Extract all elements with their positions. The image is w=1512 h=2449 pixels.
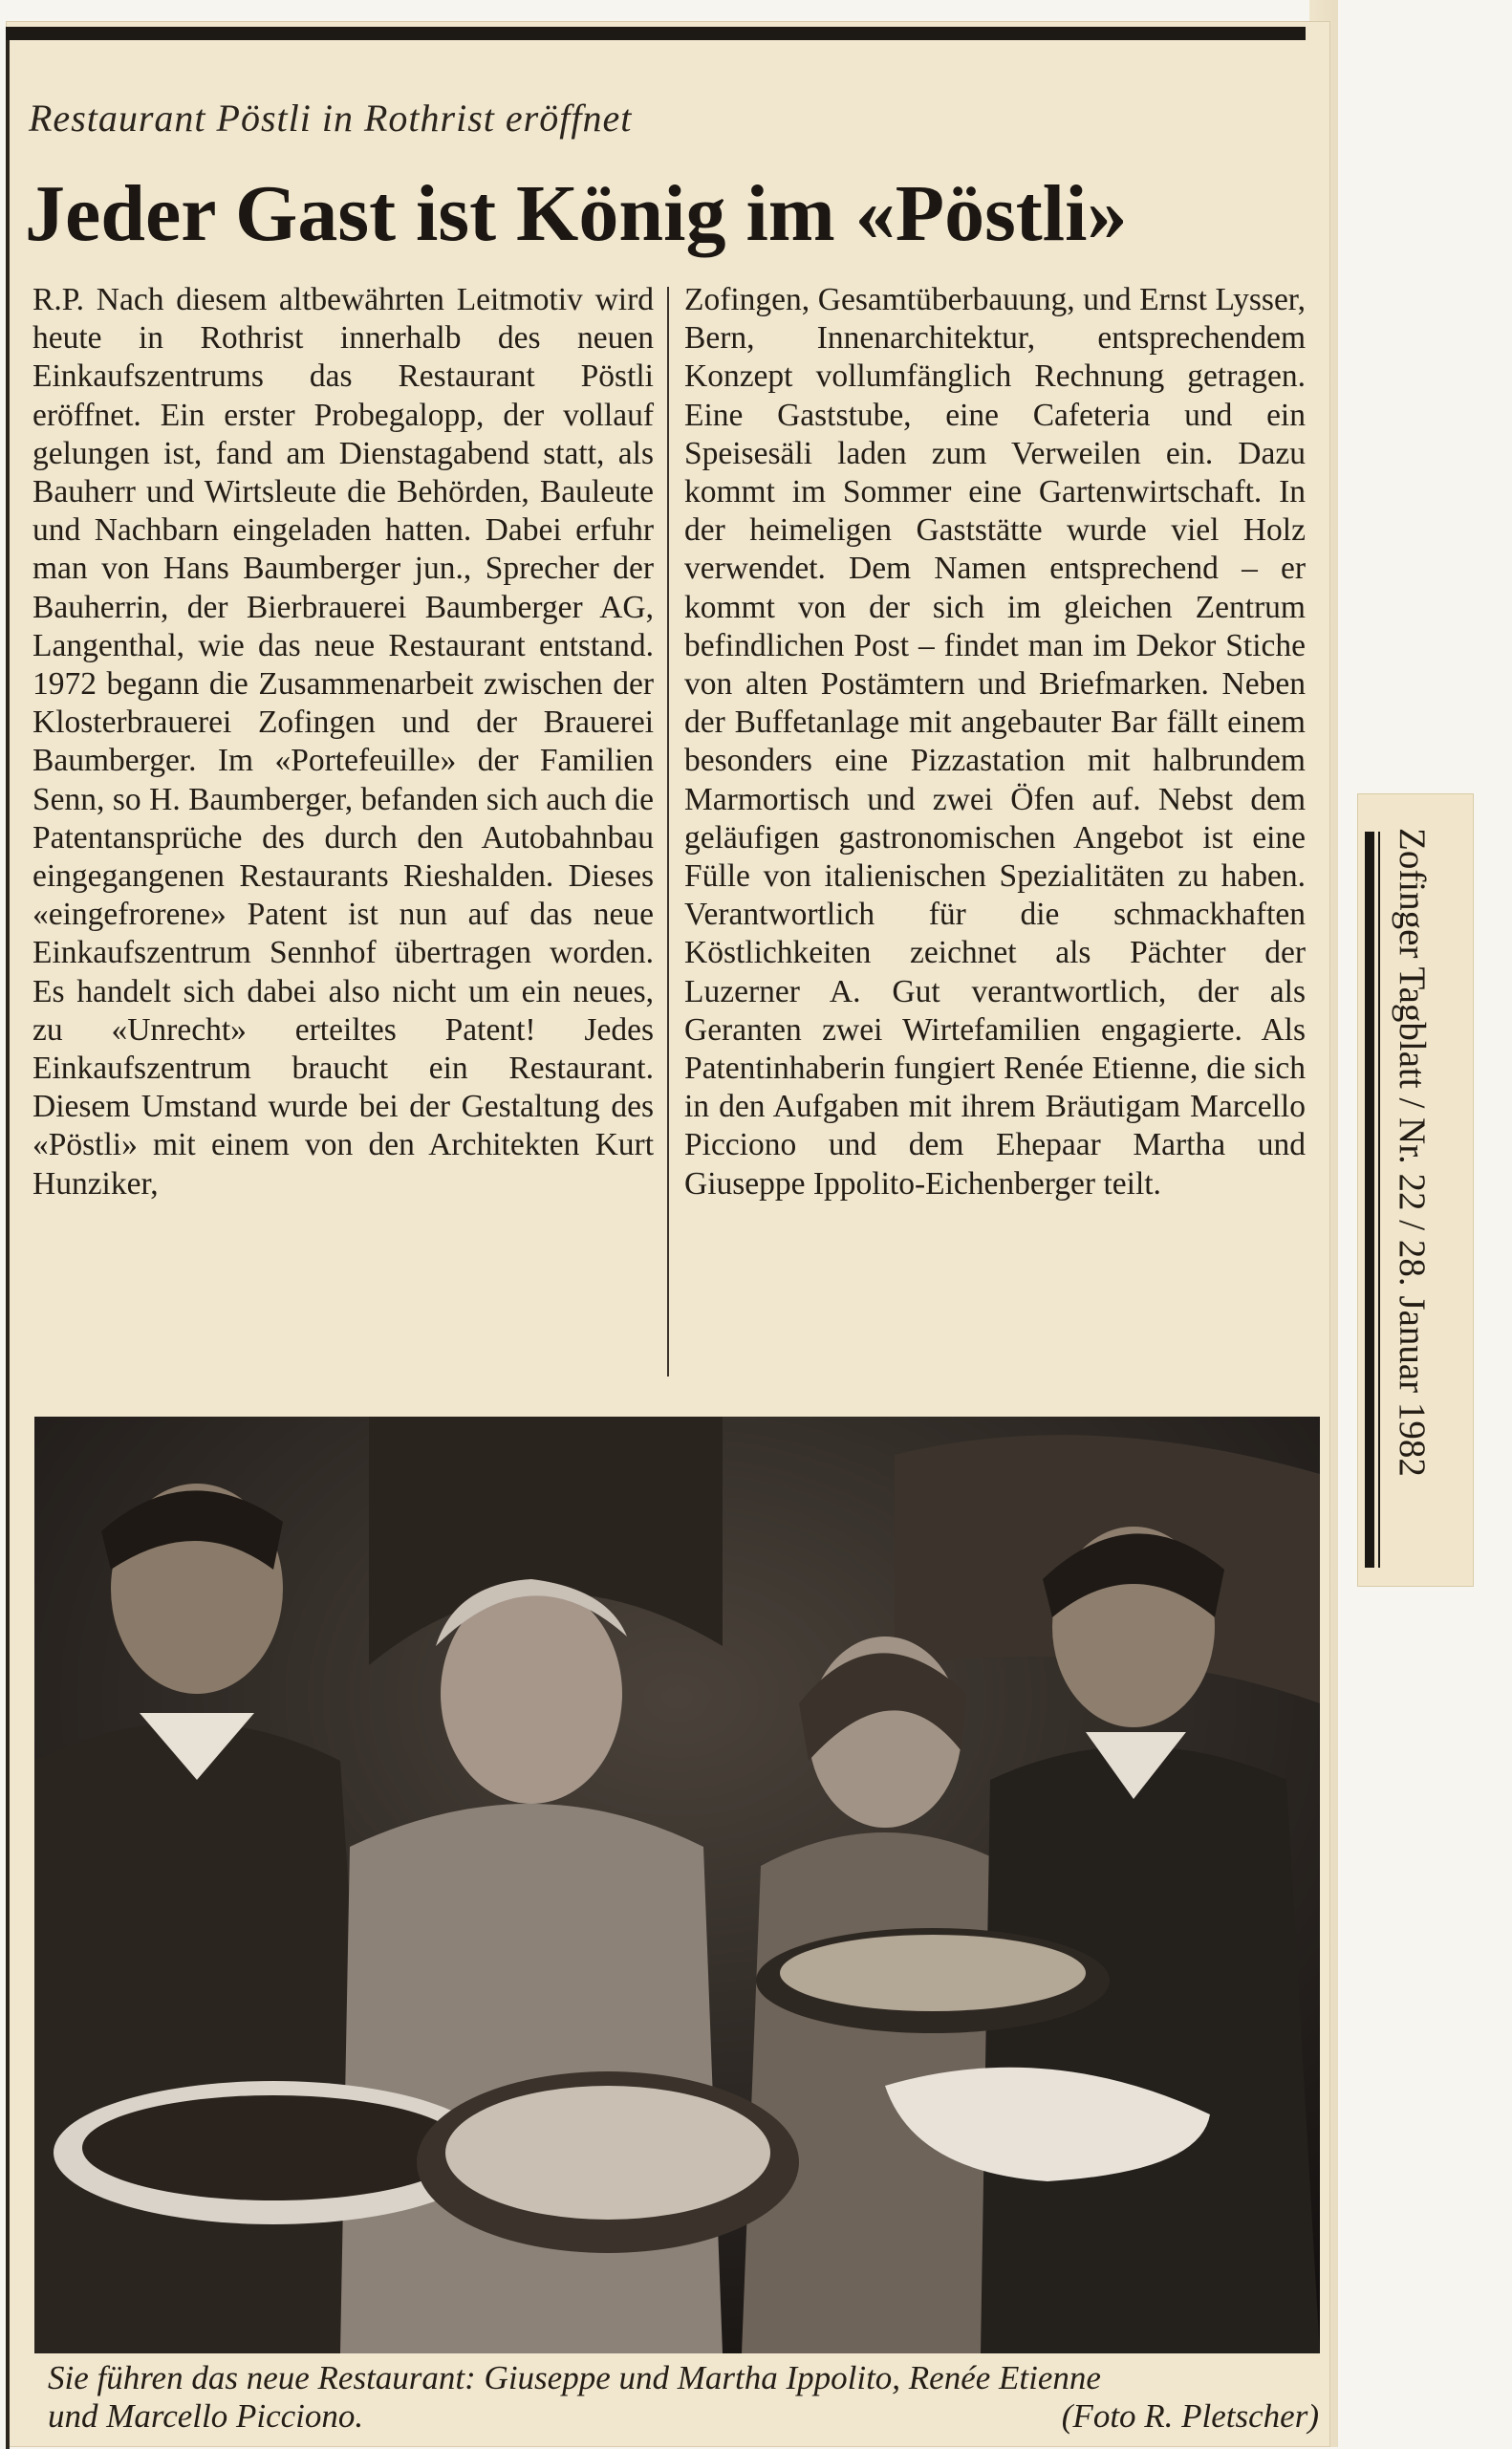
article-headline: Jeder Gast ist König im «Pöstli» [25, 169, 1128, 258]
body-text-right: Zofingen, Gesamtüberbauung, und Ernst Lysser, Bern, Innenarchitektur, entsprechendem Konzept vollumfänglich Rechnung getragen. Eine Gaststube, eine Cafeteria und ein Speisesäli laden zum Verweilen ein. Dazu kommt im Sommer eine Gartenwirtschaft. In der heimeligen Gaststätte wurde viel Holz verwendet. Dem Namen entsprechend – er kommt von der sich im gleichen Zentrum befindlichen Post – findet man im Dekor Stiche von alten Postämtern und Briefmarken. Neben der Buffetanlage mit angebauter Bar fällt einem besonders eine Pizzastation mit halbrundem Marmortisch und zwei Öfen auf. Nebst dem geläufigen gastronomischen Angebot ist eine Fülle von italienischen Spezialitäten zu haben. Verantwortlich für die schmackhaften Köstlichkeiten zeichnet als Pächter der Luzerner A. Gut verantwortlich, der als Geranten zwei Wirtefamilien engagierte. Als Patentinhaberin fungiert Renée Etienne, die sich in den Aufgaben mit ihrem Bräutigam Marcello Picciono und dem Ehepaar Martha und Giuseppe Ippolito-Eichenberger teilt. [684, 282, 1306, 1202]
caption-line-2: und Marcello Picciono. [48, 2397, 364, 2435]
photo-credit: (Foto R. Pletscher) [1061, 2397, 1319, 2435]
article-kicker: Restaurant Pöstli in Rothrist eröffnet [29, 97, 633, 140]
article-column-left [32, 281, 654, 1203]
source-strip-thin-bar [1378, 832, 1380, 1568]
body-text-left: R.P. Nach diesem altbewährten Leitmotiv wird heute in Rothrist innerhalb des neuen Einkaufszentrums das Restaurant Pöstli eröffnet. Ein erster Probegalopp, der vollauf gelungen ist, fand am Dienstagabend statt, als Bauherr und Wirtsleute die Behörden, Bauleute und Nachbarn eingeladen hatten. Dabei erfuhr man von Hans Baumberger jun., Sprecher der Bauherrin, der Bierbrauerei Baumberger AG, Langenthal, wie das neue Restaurant entstand. 1972 begann die Zusammenarbeit zwischen der Klosterbrauerei Zofingen und der Brauerei Baumberger. Im «Portefeuille» der Familien Senn, so H. Baumberger, befanden sich auch die Patentansprüche des durch den Autobahnbau eingegangenen Restaurants Rieshalden. Dieses «eingefrorene» Patent ist nun auf das neue Einkaufszentrum Sennhof übertragen worden. Es handelt sich dabei also nicht um ein neues, zu «Unrecht» erteiltes Patent! Jedes Einkaufszentrum braucht ein Restaurant. Diesem Umstand wurde bei der Gestaltung des «Pöstli» mit einem von den Architekten Kurt Hunziker, [32, 282, 654, 1202]
photo-illustration [34, 1417, 1320, 2353]
photo-caption [48, 2359, 1319, 2436]
article-photo [34, 1417, 1320, 2353]
article-column-right [684, 281, 1306, 1203]
source-strip-bar [1365, 832, 1374, 1568]
caption-line-2-row [48, 2397, 1319, 2436]
top-rule [6, 27, 1306, 40]
source-citation: Zofinger Tagblatt / Nr. 22 / 28. Januar 1982 [1392, 828, 1433, 1477]
newspaper-clipping [6, 21, 1330, 2447]
left-rule [6, 40, 10, 2449]
source-strip [1357, 793, 1474, 1587]
caption-line-1: Sie führen das neue Restaurant: Giuseppe und Martha Ippolito, Renée Etienne [48, 2359, 1101, 2396]
column-divider [667, 287, 669, 1376]
